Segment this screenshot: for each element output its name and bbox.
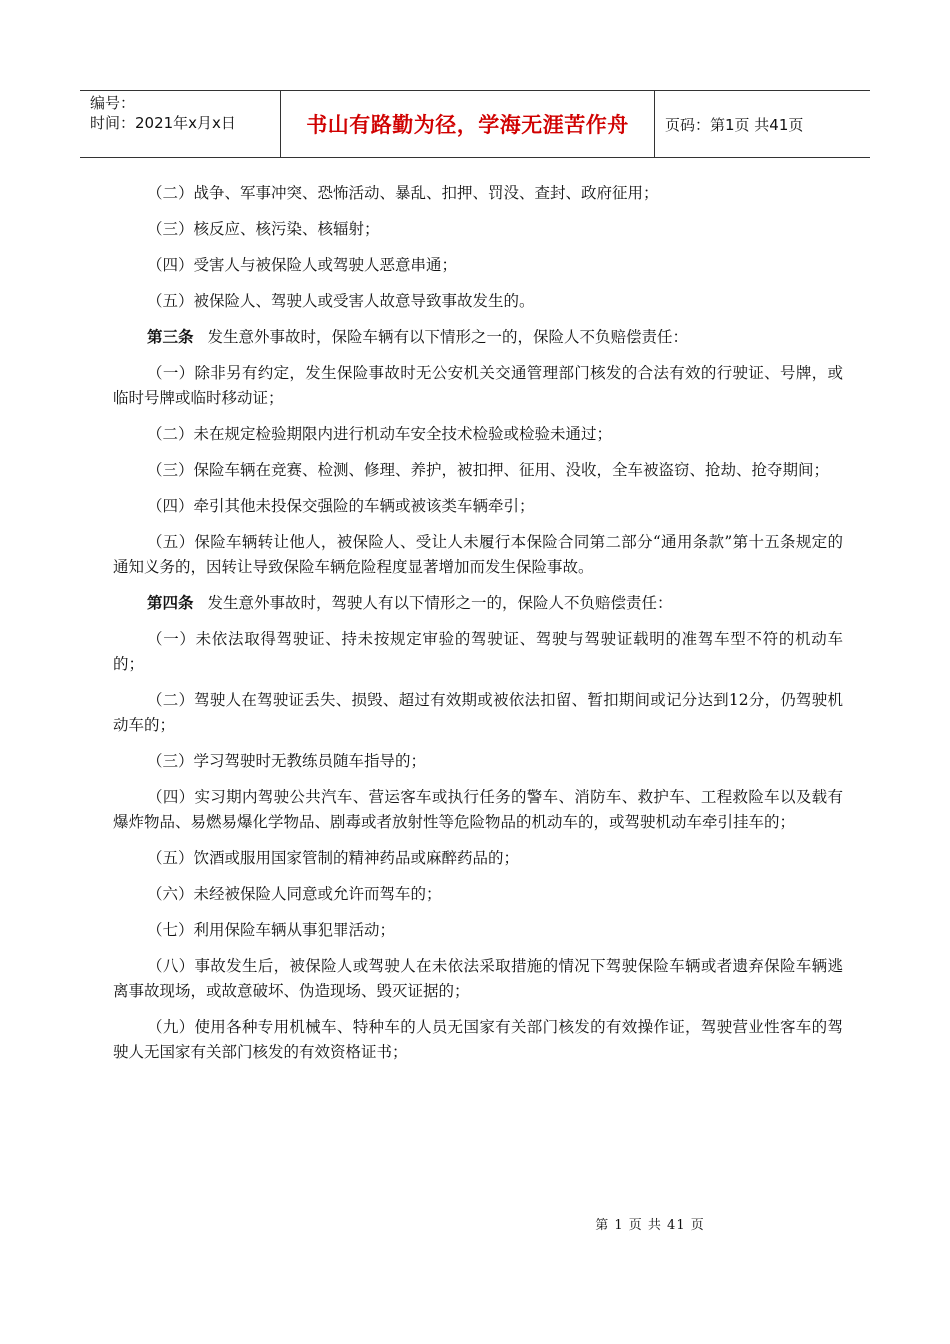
clause-paragraph: [113, 954, 843, 1004]
paragraph-text: （一）除非另有约定，发生保险事故时无公安机关交通管理部门核发的合法有效的行驶证、号牌，或临时号牌或临时移动证；: [113, 364, 843, 407]
clause-paragraph: [113, 253, 843, 278]
paragraph-text: （五）饮酒或服用国家管制的精神药品或麻醉药品的；: [147, 849, 520, 867]
header-page-cell: [655, 91, 870, 157]
document-body: [113, 181, 843, 1076]
paragraph-text: （三）保险车辆在竞赛、检测、修理、养护，被扣押、征用、没收，全车被盗窃、抢劫、抢夺期间；: [147, 461, 830, 479]
header-page-label: 页码：第1页 共41页: [665, 115, 804, 134]
paragraph-text: （四）牵引其他未投保交强险的车辆或被该类车辆牵引；: [147, 497, 535, 515]
clause-paragraph: [113, 289, 843, 314]
paragraph-text: （四）受害人与被保险人或驾驶人恶意串通；: [147, 256, 458, 274]
clause-paragraph: [113, 494, 843, 519]
paragraph-text: （六）未经被保险人同意或允许而驾车的；: [147, 885, 442, 903]
clause-paragraph: [113, 846, 843, 871]
clause-paragraph: [113, 918, 843, 943]
paragraph-text: （二）战争、军事冲突、恐怖活动、暴乱、扣押、罚没、查封、政府征用；: [147, 184, 659, 202]
paragraph-text: （二）驾驶人在驾驶证丢失、损毁、超过有效期或被依法扣留、暂扣期间或记分达到12分，仍驾驶机动车的；: [113, 691, 843, 734]
clause-paragraph: [113, 1015, 843, 1065]
article-paragraph: [113, 591, 843, 616]
article-paragraph: [113, 325, 843, 350]
header-motto: 书山有路勤为径，学海无涯苦作舟: [306, 113, 629, 137]
paragraph-text: （二）未在规定检验期限内进行机动车安全技术检验或检验未通过；: [147, 425, 613, 443]
clause-paragraph: [113, 749, 843, 774]
footer-page-number: 第 1 页 共 41 页: [595, 1218, 705, 1233]
paragraph-text: （一）未依法取得驾驶证、持未按规定审验的驾驶证、驾驶与驾驶证载明的准驾车型不符的机动车的；: [113, 630, 843, 673]
clause-paragraph: [113, 422, 843, 447]
paragraph-text: 发生意外事故时，保险车辆有以下情形之一的，保险人不负赔偿责任：: [207, 328, 689, 346]
paragraph-text: （三）学习驾驶时无教练员随车指导的；: [147, 752, 427, 770]
document-time-label: 时间：2021年x月x日: [90, 114, 236, 132]
clause-paragraph: [113, 361, 843, 411]
paragraph-text: （四）实习期内驾驶公共汽车、营运客车或执行任务的警车、消防车、救护车、工程救险车以及载有爆炸物品、易燃易爆化学物品、剧毒或者放射性等危险物品的机动车的，或驾驶机动车牵引挂车的；: [113, 788, 843, 831]
clause-paragraph: [113, 458, 843, 483]
article-number: 第四条: [147, 594, 194, 612]
document-number-label: 编号：: [90, 94, 136, 112]
clause-paragraph: [113, 217, 843, 242]
paragraph-text: （三）核反应、核污染、核辐射；: [147, 220, 380, 238]
header-meta-cell: [80, 91, 281, 157]
article-number: 第三条: [147, 328, 194, 346]
paragraph-text: （七）利用保险车辆从事犯罪活动；: [147, 921, 396, 939]
clause-paragraph: [113, 882, 843, 907]
clause-paragraph: [113, 530, 843, 580]
paragraph-text: （八）事故发生后，被保险人或驾驶人在未依法采取措施的情况下驾驶保险车辆或者遗弃保险车辆逃离事故现场，或故意破坏、伪造现场、毁灭证据的；: [113, 957, 843, 1000]
header-motto-cell: [281, 91, 655, 157]
page-footer: [0, 1214, 950, 1233]
clause-paragraph: [113, 627, 843, 677]
clause-paragraph: [113, 181, 843, 206]
document-header: [80, 90, 870, 158]
paragraph-text: （五）被保险人、驾驶人或受害人故意导致事故发生的。: [147, 292, 535, 310]
clause-paragraph: [113, 785, 843, 835]
paragraph-text: 发生意外事故时，驾驶人有以下情形之一的，保险人不负赔偿责任：: [207, 594, 673, 612]
paragraph-text: （五）保险车辆转让他人，被保险人、受让人未履行本保险合同第二部分“通用条款”第十五条规定的通知义务的，因转让导致保险车辆危险程度显著增加而发生保险事故。: [113, 533, 843, 576]
paragraph-text: （九）使用各种专用机械车、特种车的人员无国家有关部门核发的有效操作证，驾驶营业性客车的驾驶人无国家有关部门核发的有效资格证书；: [113, 1018, 843, 1061]
clause-paragraph: [113, 688, 843, 738]
